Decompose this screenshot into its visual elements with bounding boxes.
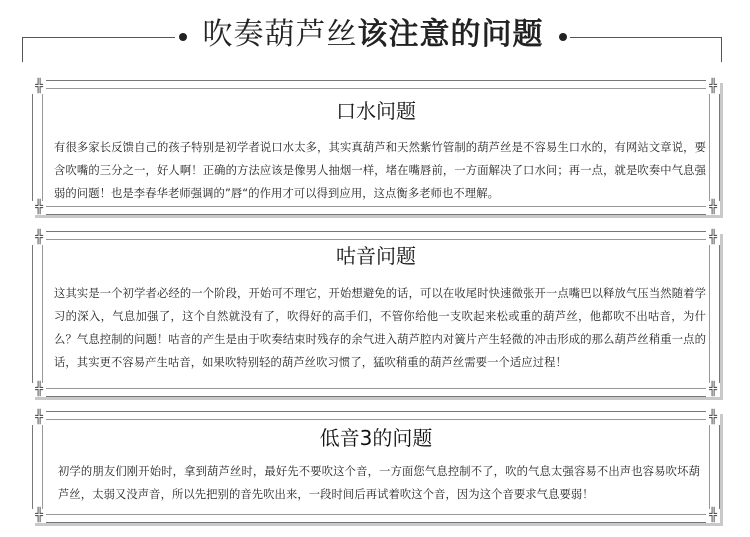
section-title: 咕音问题 [336, 244, 416, 268]
corner-ornament-icon: ╬ [32, 411, 46, 425]
corner-ornament-icon: ╬ [706, 201, 720, 215]
section-title: 低音3的问题 [319, 426, 433, 450]
section-body: 这其实是一个初学者必经的一个阶段，开始可不理它，开始想避免的话，可以在收尾时快速微张开一点嘴巴以释放气压当然随着学习的深入，气息加强了，这个自然就没有了，吹得好的高手们，不管你给他一支吹起来松或重的葫芦丝，他都吹不出咕音，为什么？气息控制的问题！咕音的产生是由于吹奏结束时残存的余气进入葫芦腔内对簧片产生轻微的冲击形成的那么葫芦丝稍重一点的话，其实更不容易产生咕音，如果吹特别轻的葫芦丝吹习惯了，猛吹稍重的葫芦丝需要一个适应过程！ [54, 287, 706, 369]
corner-ornament-icon: ╬ [32, 231, 46, 245]
section-saliva-problem [32, 80, 720, 215]
page-title [190, 15, 556, 55]
corner-ornament-icon: ╬ [706, 509, 720, 523]
header-dot-right [559, 33, 567, 41]
corner-ornament-icon: ╬ [32, 383, 46, 397]
header-dot-left [179, 33, 187, 41]
section-low-note-3-problem [32, 411, 720, 523]
section-title: 口水问题 [336, 99, 416, 123]
section-body: 初学的朋友们刚开始时，拿到葫芦丝时，最好先不要吹这个音，一方面您气息控制不了，吹的气息太强容易不出声也容易吹坏葫芦丝，太弱又没声音，所以先把别的音先吹出来，一段时间后再试着吹这个音，因为这个音要求气息要弱！ [58, 465, 700, 501]
corner-ornament-icon: ╬ [706, 80, 720, 94]
section-gurgle-sound-problem [32, 231, 720, 397]
page-title-bold: 该注意的问题 [357, 17, 544, 52]
corner-ornament-icon: ╬ [706, 383, 720, 397]
header-rule-left [22, 37, 175, 38]
page-header [0, 0, 750, 62]
header-rule-right [570, 37, 722, 38]
section-body: 有很多家长反馈自己的孩子特别是初学者说口水太多，其实真葫芦和天然紫竹管制的葫芦丝是不容易生口水的，有网站文章说，要含吹嘴的三分之一，好人啊！正确的方法应该是像男人抽烟一样，堵在嘴唇前，一方面解决了口水问；再一点，就是吹奏中气息强弱的问题！也是李春华老师强调的”唇“的作用才可以得到应用，这点衡多老师也不理解。 [54, 141, 706, 200]
corner-ornament-icon: ╬ [706, 231, 720, 245]
corner-ornament-icon: ╬ [32, 80, 46, 94]
corner-ornament-icon: ╬ [32, 509, 46, 523]
header-rule-right-drop [721, 37, 722, 62]
page-title-normal: 吹奏葫芦丝 [202, 17, 358, 52]
corner-ornament-icon: ╬ [32, 201, 46, 215]
corner-ornament-icon: ╬ [706, 411, 720, 425]
header-rule-left-drop [22, 37, 23, 62]
